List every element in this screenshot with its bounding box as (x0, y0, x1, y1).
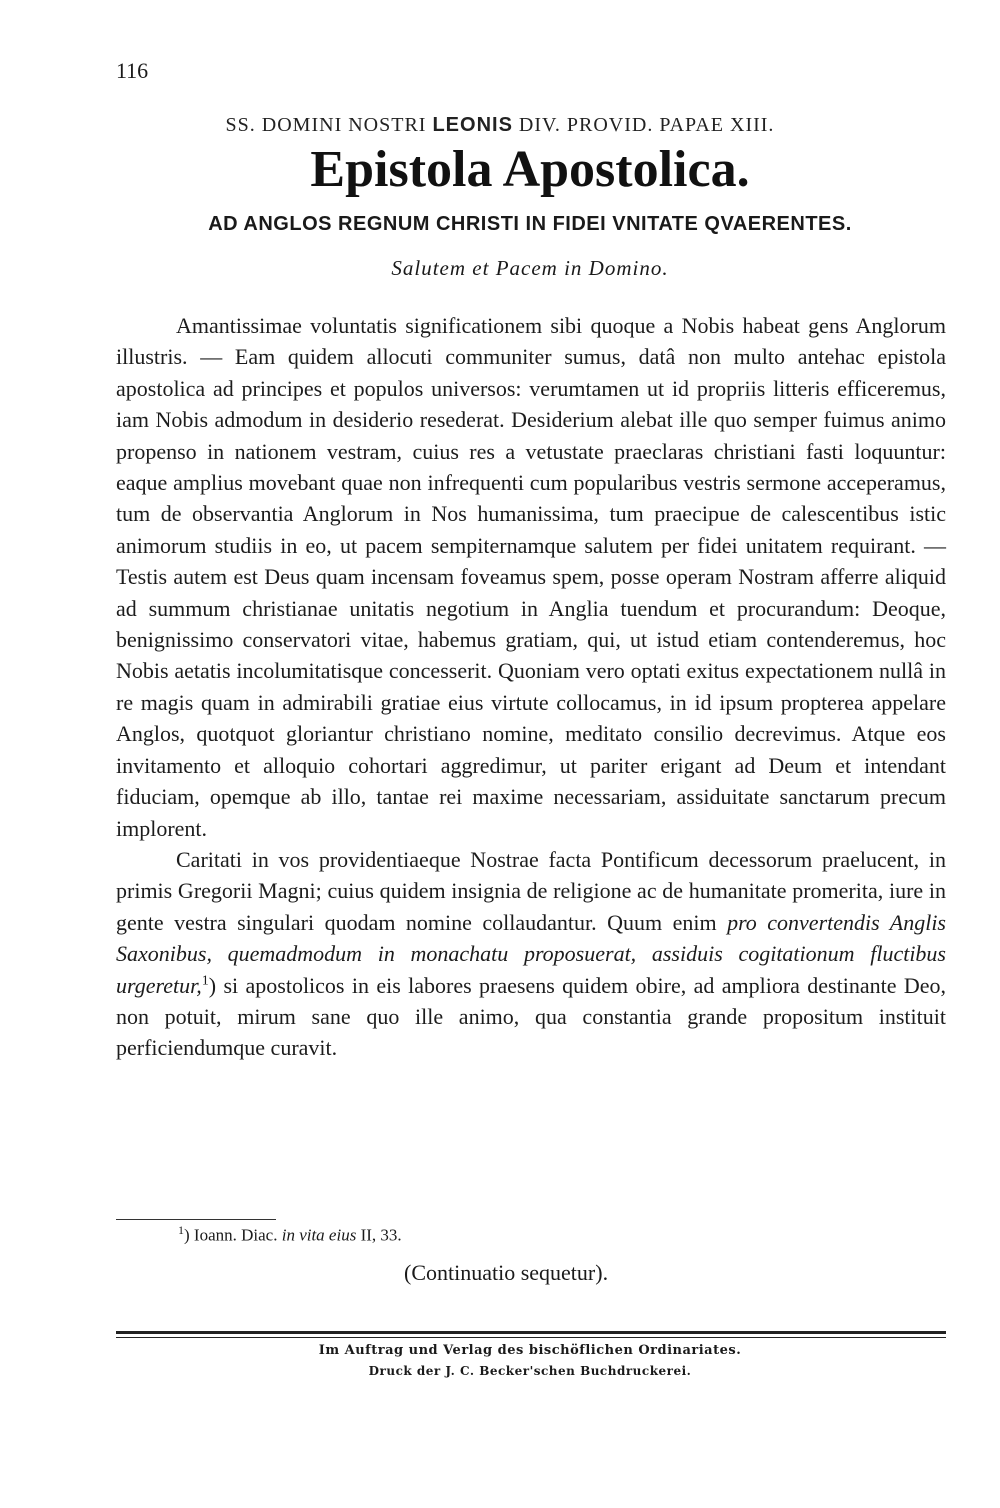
paragraph-1: Amantissimae voluntatis significationem sibi quoque a Nobis habeat gens Anglorum illustris. — Eam quidem allocuti communiter sumus, datâ non multo antehac epistola apostolica ad principes et populos universos: verumtamen ut id propriis litteris efficeremus, iam Nobis admodum in desiderio resederat. Desiderium alebat ille quo semper fuimus animo propenso in nationem vestram, cuius res a vetustate praeclaras christiani fasti loquuntur: eaque amplius movebant quae non infrequenti cum popularibus vestris sermone acceperamus, tum de observantia Anglorum in Nos humanissima, tum praecipue de calescentibus istic animorum studiis in eo, ut pacem sempiternamque salutem per fidei unitatem requirant. — Testis autem est Deus quam incensam foveamus spem, posse operam Nostram afferre aliquid ad summum christianae unitatis negotium in Anglia tuendum et procurandum: Deoque, benignissimo conservatori vitae, habemus gratiam, qui, ut istud etiam contenderemus, hoc Nobis aetatis incolumitatisque concesserit. Quoniam vero optati exitus expectationem nullâ in re magis quam in admirabili gratiae eius virtute collocamus, in id ipsum propterea appelare Anglos, quotquot gloriantur christiano nomine, meditato consilio decrevimus. Atque eos invitamento et alloquio cohortari aggredimur, ut pariter erigant ad Deum et intendant fiduciam, opemque ab illo, tantae rei maxime necessariam, assiduitate sanctarum precum implorent. (116, 313, 946, 841)
paragraph-2-part-2: ) si apostolicos in eis labores praesens quidem obire, ad ampliora destinante Deo, non potuit, mirum sane quo ille animo, qua constantia grande propositum instituit perficiendumque curavit. (116, 972, 946, 1061)
continuation-note: (Continuatio sequetur). (404, 1260, 609, 1285)
footnote-mark: 1 (178, 1223, 184, 1237)
paragraph-2-quotation: pro convertendis Anglis Saxonibus, quemadmodum in monachatu proposuerat, assiduis cogitationum fluctibus urgeretur, (116, 909, 946, 998)
footnote-italic: in vita eius (281, 1225, 357, 1245)
document-title: Epistola Apostolica. (310, 141, 750, 198)
footnote-reference: 1 (201, 973, 209, 989)
header-pope-name: LEONIS (432, 114, 513, 136)
footnote (178, 1223, 402, 1246)
page-number: 116 (116, 58, 149, 83)
imprint-printer: Druck der J. C. Becker'schen Buchdruckerei. (368, 1364, 692, 1378)
header-prefix: SS. DOMINI NOSTRI (225, 114, 433, 136)
footnote-text-after: II, 33. (356, 1225, 402, 1245)
imprint-publisher: Im Auftrag und Verlag des bischöflichen Ordinariates. (318, 1343, 742, 1358)
document-header (0, 114, 1000, 137)
paragraph-2-part-1: Caritati in vos providentiaeque Nostrae facta Pontificum decessorum praelucent, in primis Gregorii Magni; cuius quidem insignia de religione ac de humanitate promerita, iure in gente vestra singulari quodam nomine collaudantur. Quum enim (116, 846, 946, 935)
footer-rule-thin (116, 1337, 946, 1338)
paragraph-2 (116, 844, 946, 1064)
letter-body (116, 310, 946, 1064)
footnote-divider (116, 1219, 276, 1220)
footnote-text-before: ) Ioann. Diac. (184, 1225, 282, 1245)
document-subtitle: AD ANGLOS REGNUM CHRISTI IN FIDEI VNITATE QVAERENTES. (208, 213, 852, 235)
salutation: Salutem et Pacem in Domino. (391, 256, 669, 280)
header-suffix: DIV. PROVID. PAPAE XIII. (512, 114, 775, 136)
footer-rule-thick (116, 1331, 946, 1334)
